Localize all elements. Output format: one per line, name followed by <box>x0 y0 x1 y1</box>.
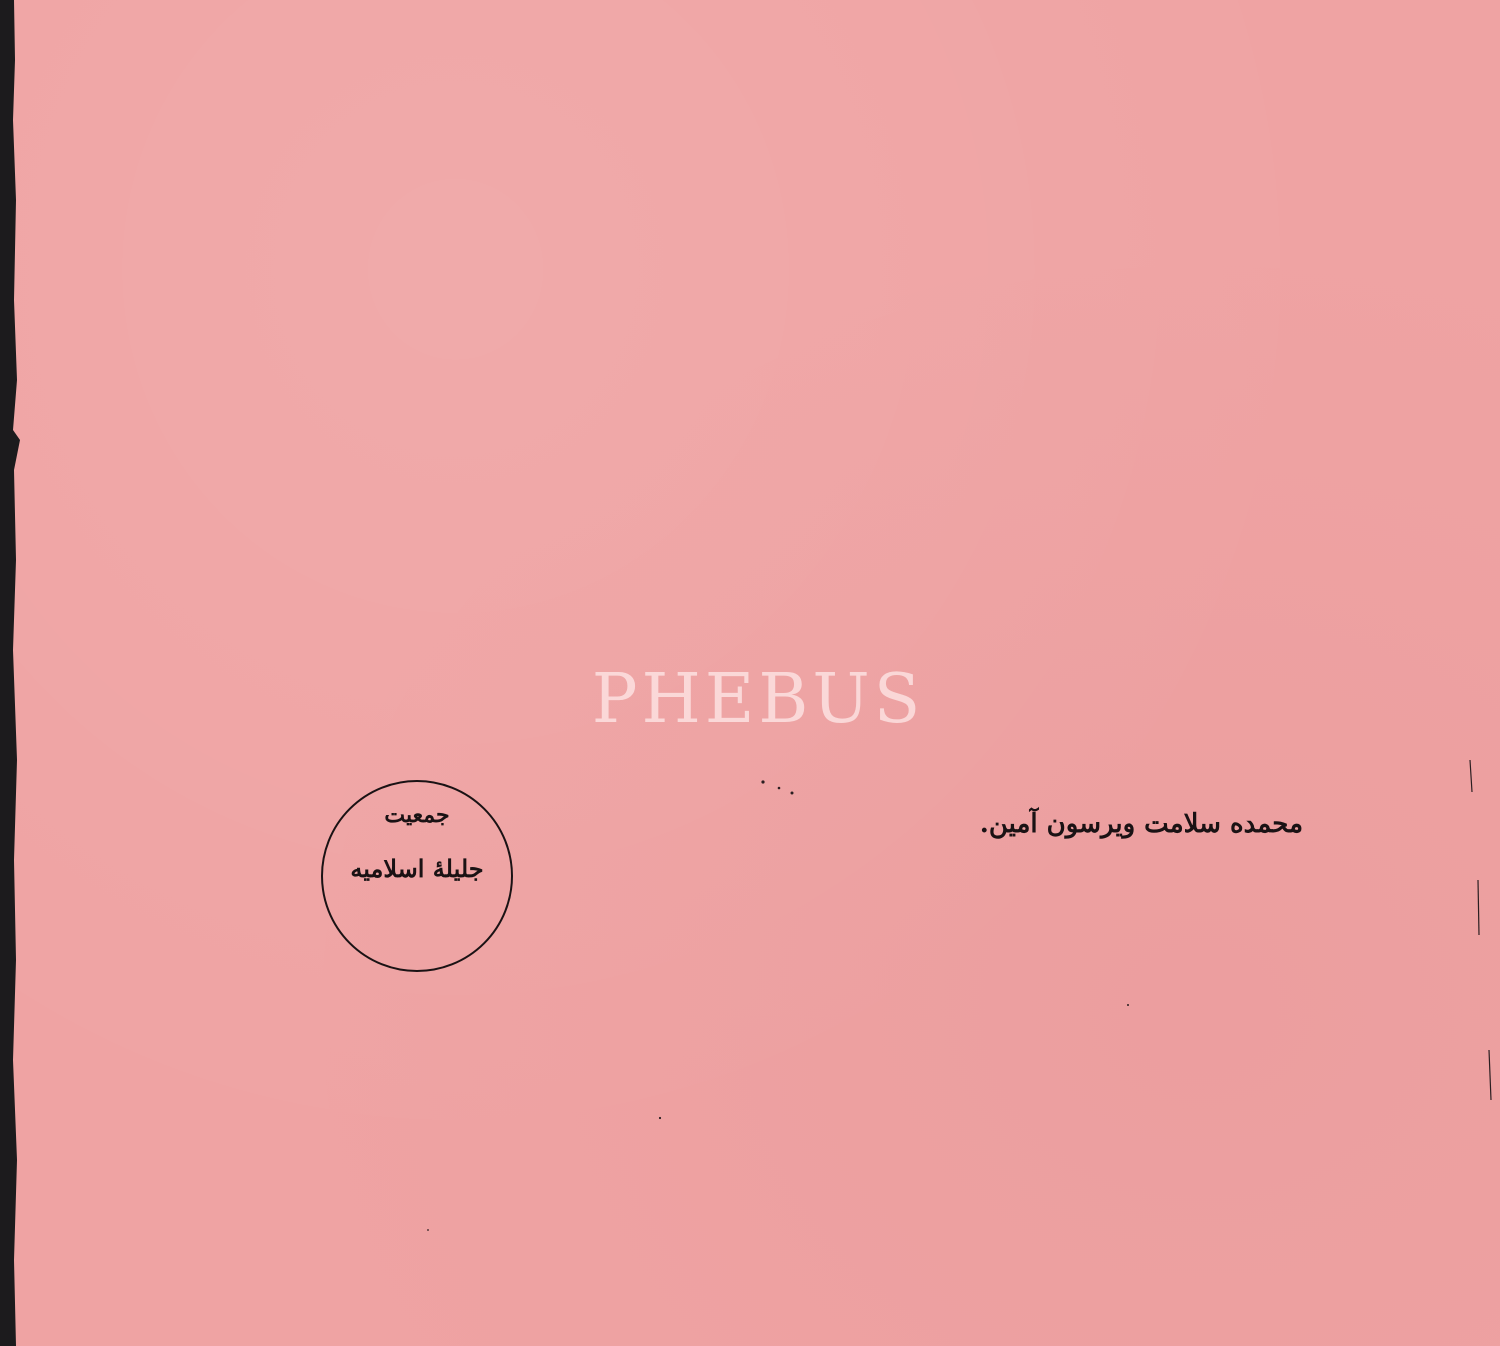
text-line <box>158 522 1303 569</box>
seal-line-2: جليلهٔ اسلاميه <box>350 854 484 883</box>
text-line <box>158 336 1303 383</box>
text-line <box>158 475 1303 522</box>
text-line <box>158 615 1303 662</box>
text-line <box>158 289 1303 336</box>
text-line <box>158 10 1303 57</box>
document-page <box>8 0 1500 1346</box>
text-line <box>158 382 1303 429</box>
text-line <box>158 429 1303 476</box>
closing-line: محمده سلامت ويرسون آمين. <box>979 808 1303 839</box>
phebus-watermark: PHEBUS <box>591 660 925 739</box>
text-line <box>158 57 1303 104</box>
torn-left-edge <box>8 0 22 1346</box>
text-line <box>158 103 1303 150</box>
text-line <box>158 754 1303 801</box>
text-line <box>158 568 1303 615</box>
text-line <box>158 243 1303 290</box>
text-line <box>158 196 1303 243</box>
seal-line-1: جمعيت <box>384 802 450 828</box>
text-line <box>158 150 1303 197</box>
society-seal <box>321 780 513 972</box>
